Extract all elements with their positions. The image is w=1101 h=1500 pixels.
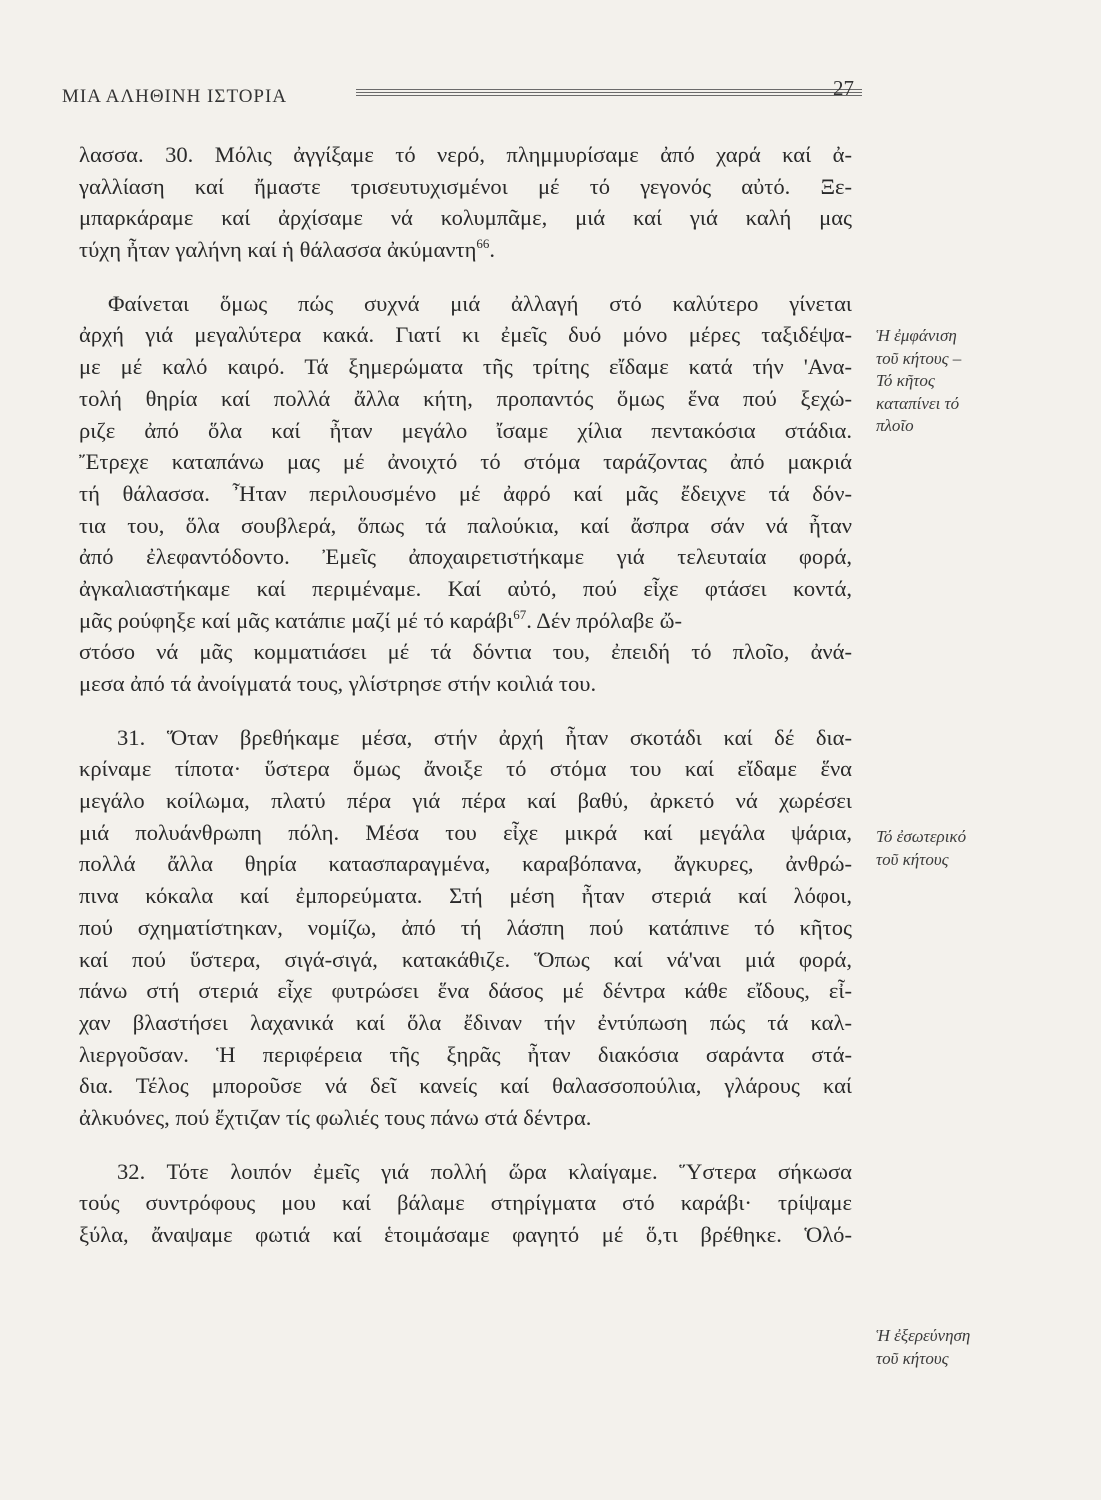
header-rule <box>356 89 862 101</box>
margin-note-whale-interior <box>876 826 1056 871</box>
text-line: δια. Τέλος μποροῦσε νά δεῖ κανείς καί θαλασσοπούλια, γλάρους καί <box>79 1073 852 1099</box>
body-text <box>79 139 852 1251</box>
margin-note-line: Τό ἐσωτερικό <box>876 827 967 846</box>
text-line: 31. Ὅταν βρεθήκαμε μέσα, στήν ἀρχή ἦταν σκοτάδι καί δέ δια- <box>117 724 852 750</box>
text-line: λασσα. 30. Μόλις ἀγγίξαμε τό νερό, πλημμυρίσαμε ἀπό χαρά καί ἀ- <box>79 142 852 167</box>
text-line: ἀπό ἐλεφαντόδοντο. Ἐμεῖς ἀποχαιρετιστήκαμε γιά τελευταία φορά, <box>79 544 852 570</box>
text-line: χαν βλαστήσει λαχανικά καί ὅλα ἔδιναν τήν ἐντύπωση πώς τά καλ- <box>79 1009 852 1035</box>
margin-note-line: Ἡ ἐμφάνιση <box>876 326 957 345</box>
text-line: μεγάλο κοίλωμα, πλατύ πέρα γιά πέρα καί βαθύ, ἀρκετό νά χωρέσει <box>79 788 852 814</box>
text-line: μεσα ἀπό τά ἀνοίγματά τους, γλίστρησε στήν κοιλιά του. <box>79 671 597 696</box>
text-line: ἀλκυόνες, πού ἔχτιζαν τίς φωλιές τους πάνω στά δέντρα. <box>79 1104 592 1130</box>
text-line: στόσο νά μᾶς κομματιάσει μέ τά δόντια του, ἐπειδή τό πλοῖο, ἀνά- <box>79 639 852 665</box>
margin-note-whale-exploration <box>876 1325 1056 1370</box>
text-fragment: τύχη ἦταν γαλήνη καί ἡ θάλασσα ἀκύμαντη <box>79 237 477 263</box>
text-line: πάνω στή στεριά εἶχε φυτρώσει ἕνα δάσος μέ δέντρα κάθε εἴδους, εἶ- <box>79 978 852 1004</box>
margin-note-line: πλοῖο <box>876 416 914 435</box>
margin-note-line: Τό κῆτος <box>876 371 935 390</box>
text-fragment: . Δέν πρόλαβε ὤ- <box>526 607 682 633</box>
text-line: ξύλα, ἄναψαμε φωτιά καί ἑτοιμάσαμε φαγητό μέ ὅ,τι βρέθηκε. Ὁλό- <box>79 1222 852 1247</box>
text-line: τύχη ἦταν γαλήνη καί ἡ θάλασσα ἀκύμαντη$^{66}$. <box>79 236 496 263</box>
text-line: τια του, ὅλα σουβλερά, ὅπως τά παλούκια, καί ἄσπρα σάν νά ἦταν <box>79 512 852 538</box>
margin-note-whale-appearance <box>876 325 1056 438</box>
text-line: με μέ καλό καιρό. Τά ξημερώματα τῆς τρίτης εἴδαμε κατά τήν 'Ανα- <box>79 354 852 380</box>
text-line: ριζε ἀπό ὅλα καί ἦταν μεγάλο ἴσαμε χίλια πεντακόσια στάδια. <box>79 417 852 443</box>
text-line: μπαρκάραμε καί ἀρχίσαμε νά κολυμπᾶμε, μιά καί γιά καλή μας <box>79 205 852 231</box>
text-line: πού σχηματίστηκαν, νομίζω, ἀπό τή λάσπη πού κατάπινε τό κῆτος <box>79 914 852 940</box>
text-line: τή θάλασσα. Ἦταν περιλουσμένο μέ ἀφρό καί μᾶς ἔδειχνε τά δόν- <box>79 480 852 506</box>
text-line: πολλά ἄλλα θηρία κατασπαραγμένα, καραβόπανα, ἄγκυρες, ἀνθρώ- <box>79 851 852 877</box>
running-header <box>62 72 854 108</box>
margin-note-line: τοῦ κήτους <box>876 849 949 869</box>
text-line: τούς συντρόφους μου καί βάλαμε στηρίγματα στό καράβι· τρίψαμε <box>79 1190 852 1216</box>
footnote-ref: 67 <box>513 606 527 622</box>
text-line: καί πού ὕστερα, σιγά-σιγά, κατακάθιζε. Ὅπως καί νά'ναι μιά φορά, <box>79 946 852 972</box>
footnote-ref: 66 <box>476 236 490 252</box>
margin-note-line: τοῦ κήτους – <box>876 348 962 368</box>
text-line: γαλλίαση καί ἤμαστε τρισευτυχισμένοι μέ τό γεγονός αὐτό. Ξε- <box>79 173 852 199</box>
margin-note-line: Ἡ ἐξερεύνηση <box>876 1326 971 1345</box>
text-line: Ἔτρεχε καταπάνω μας μέ ἀνοιχτό τό στόμα ταράζοντας ἀπό μακριά <box>79 449 852 475</box>
text-line: κρίναμε τίποτα· ὕστερα ὅμως ἄνοιξε τό στόμα του καί εἴδαμε ἕνα <box>79 756 852 782</box>
text-line: μιά πολυάνθρωπη πόλη. Μέσα του εἶχε μικρά καί μεγάλα ψάρια, <box>79 819 852 845</box>
text-line: λιεργοῦσαν. Ἡ περιφέρεια τῆς ξηρᾶς ἦταν διακόσια σαράντα στά- <box>79 1041 852 1067</box>
running-title: ΜΙΑ ΑΛΗΘΙΝΗ ΙΣΤΟΡΙΑ <box>62 86 288 107</box>
page-number: 27 <box>833 76 854 100</box>
text-line: ἀρχή γιά μεγαλύτερα κακά. Γιατί κι ἐμεῖς δυό μόνο μέρες ταξιδέψα- <box>79 322 852 348</box>
text-line: ἀγκαλιαστήκαμε καί περιμέναμε. Καί αὐτό, πού εἶχε φτάσει κοντά, <box>79 575 852 601</box>
text-line: πινα κόκαλα καί ἐμπορεύματα. Στή μέση ἦταν στεριά καί λόφοι, <box>79 883 852 909</box>
text-line: 32. Τότε λοιπόν ἐμεῖς γιά πολλή ὥρα κλαίγαμε. Ὕστερα σήκωσα <box>117 1158 852 1184</box>
margin-note-line: καταπίνει τό <box>876 393 960 413</box>
margin-note-line: τοῦ κήτους <box>876 1348 949 1368</box>
text-line: τολή θηρία καί πολλά ἄλλα κήτη, προπαντός ὅμως ἕνα πού ξεχώ- <box>79 385 852 411</box>
text-fragment: μᾶς ρούφηξε καί μᾶς κατάπιε μαζί μέ τό καράβι <box>79 607 514 633</box>
text-line: Φαίνεται ὅμως πώς συχνά μιά ἀλλαγή στό καλύτερο γίνεται <box>108 290 852 316</box>
text-line <box>79 605 852 637</box>
